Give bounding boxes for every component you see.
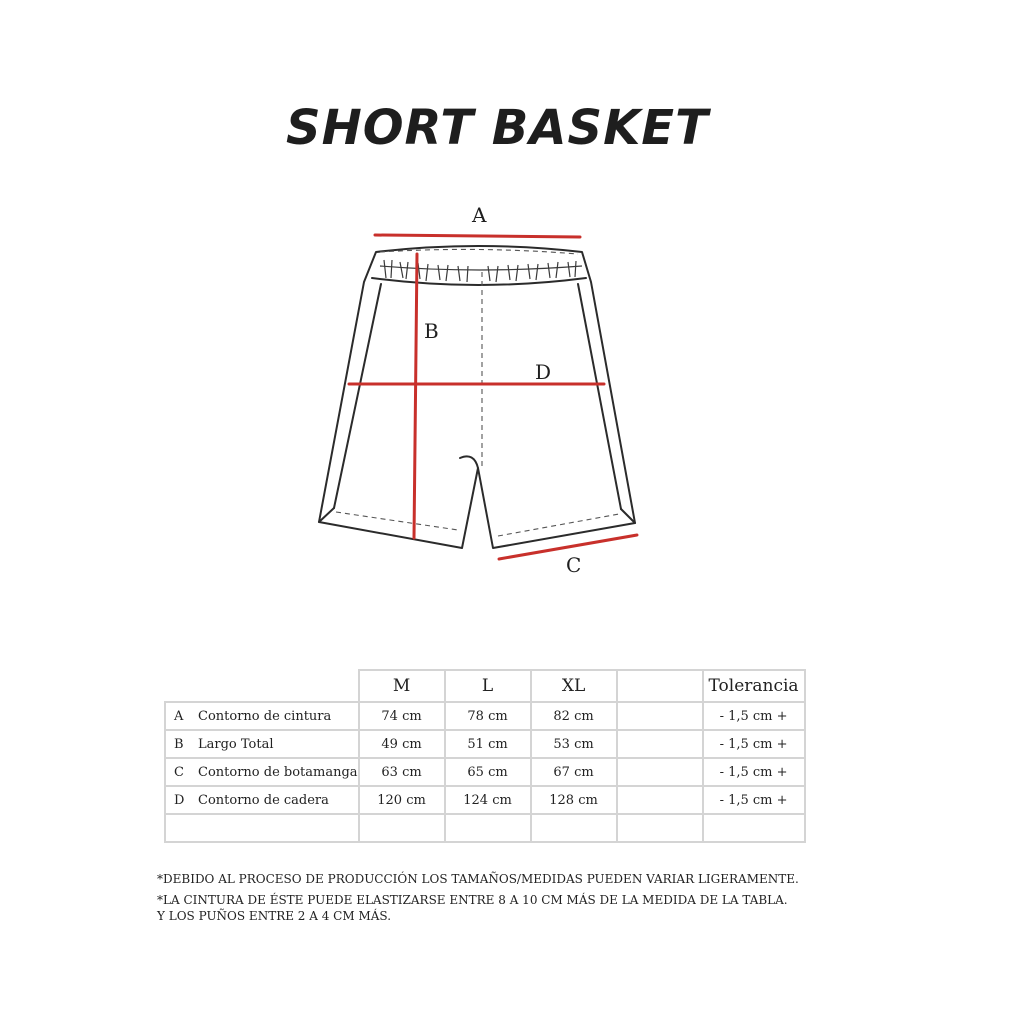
- header-xl: XL: [531, 670, 617, 702]
- cell-xl: 128 cm: [531, 786, 617, 814]
- cell-l: 65 cm: [445, 758, 531, 786]
- row-letter: D: [174, 792, 185, 808]
- empty-cell: [703, 814, 805, 842]
- measure-b-label: B: [424, 319, 439, 343]
- cell-extra: [617, 702, 703, 730]
- size-table: [164, 669, 806, 843]
- size-table-header: [165, 670, 805, 702]
- measure-d-label: D: [535, 360, 552, 384]
- row-label: [165, 702, 359, 730]
- table-row: [165, 730, 805, 758]
- footnotes: [157, 871, 877, 924]
- row-label: [165, 730, 359, 758]
- cell-xl: 82 cm: [531, 702, 617, 730]
- cell-xl: 67 cm: [531, 758, 617, 786]
- header-l: L: [445, 670, 531, 702]
- footnote-cuffs: Y LOS PUÑOS ENTRE 2 A 4 CM MÁS.: [157, 909, 392, 923]
- measure-a-label: A: [472, 203, 487, 227]
- header-tolerancia: Tolerancia: [703, 670, 805, 702]
- row-name: Contorno de cintura: [198, 708, 332, 724]
- measure-c-label: C: [566, 553, 582, 577]
- cell-tolerancia: - 1,5 cm +: [703, 730, 805, 758]
- cell-l: 124 cm: [445, 786, 531, 814]
- footnote-production: *DEBIDO AL PROCESO DE PRODUCCIÓN LOS TAMAÑOS/MEDIDAS PUEDEN VARIAR LIGERAMENTE.: [157, 872, 799, 886]
- empty-cell: [359, 814, 445, 842]
- measure-a-line: [375, 235, 580, 237]
- cell-extra: [617, 730, 703, 758]
- page-title: SHORT BASKET: [286, 100, 709, 156]
- row-label: [165, 758, 359, 786]
- cell-m: 120 cm: [359, 786, 445, 814]
- header-extra: [617, 670, 703, 702]
- row-letter: B: [174, 736, 184, 752]
- cell-m: 74 cm: [359, 702, 445, 730]
- table-row: [165, 702, 805, 730]
- cell-m: 49 cm: [359, 730, 445, 758]
- table-corner: [165, 670, 359, 702]
- row-letter: A: [174, 708, 184, 724]
- table-row-empty: [165, 814, 805, 842]
- empty-cell: [531, 814, 617, 842]
- empty-cell: [445, 814, 531, 842]
- shorts-outline: [319, 246, 635, 548]
- row-letter: C: [174, 764, 184, 780]
- cell-extra: [617, 786, 703, 814]
- cell-extra: [617, 758, 703, 786]
- row-label: [165, 786, 359, 814]
- row-name: Contorno de cadera: [198, 792, 329, 808]
- cell-l: 78 cm: [445, 702, 531, 730]
- row-name: Contorno de botamanga: [198, 764, 358, 780]
- cell-m: 63 cm: [359, 758, 445, 786]
- empty-cell: [617, 814, 703, 842]
- table-row: [165, 758, 805, 786]
- row-name: Largo Total: [198, 736, 274, 752]
- cell-l: 51 cm: [445, 730, 531, 758]
- footnote-waist: *LA CINTURA DE ÉSTE PUEDE ELASTIZARSE ENTRE 8 A 10 CM MÁS DE LA MEDIDA DE LA TABLA.: [157, 893, 788, 907]
- cell-tolerancia: - 1,5 cm +: [703, 702, 805, 730]
- cell-tolerancia: - 1,5 cm +: [703, 786, 805, 814]
- cell-tolerancia: - 1,5 cm +: [703, 758, 805, 786]
- table-row: [165, 786, 805, 814]
- cell-xl: 53 cm: [531, 730, 617, 758]
- header-m: M: [359, 670, 445, 702]
- empty-cell: [165, 814, 359, 842]
